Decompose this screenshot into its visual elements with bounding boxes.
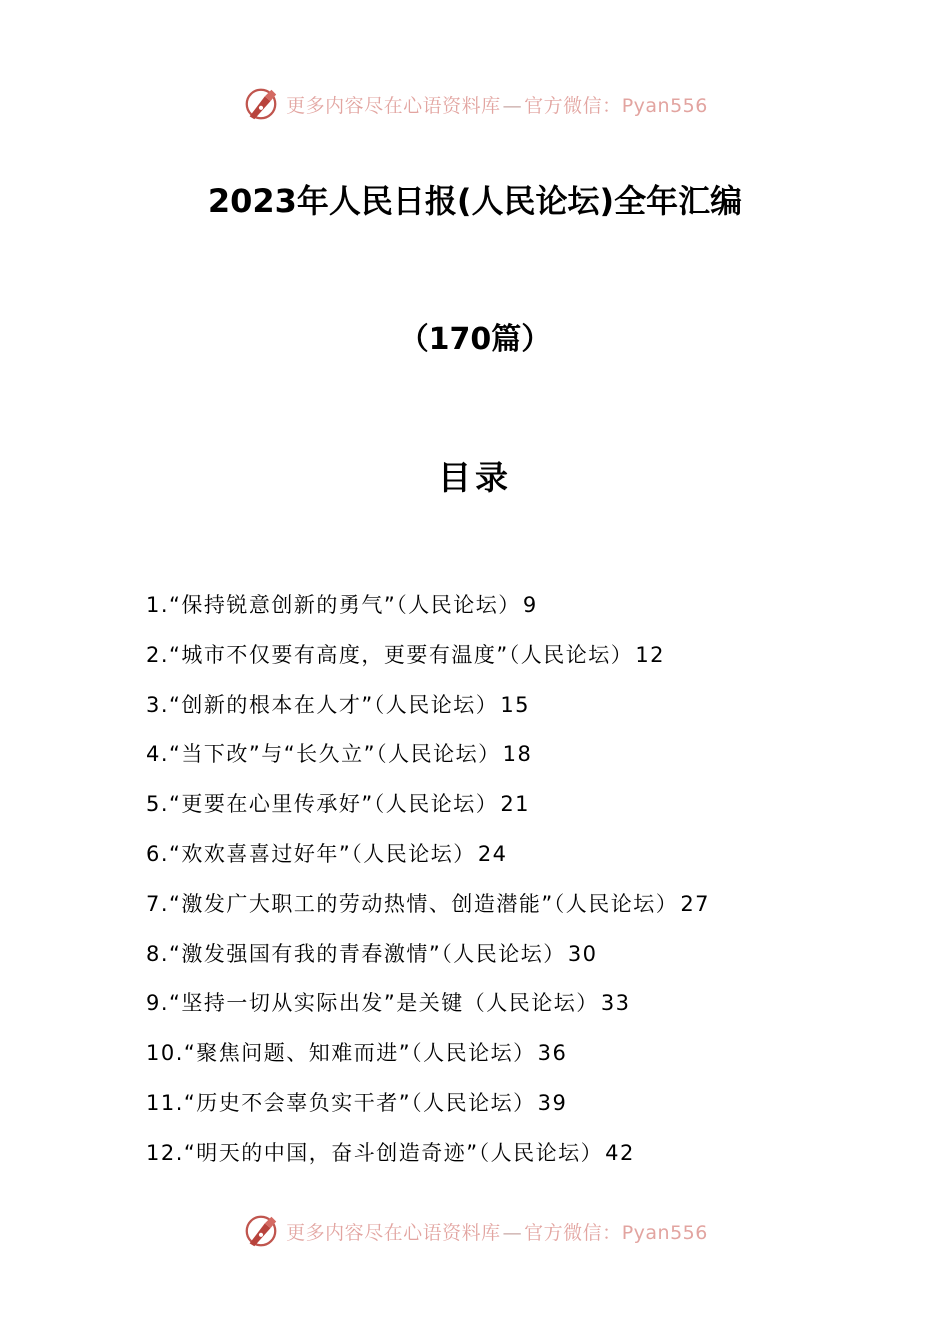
toc-item-title: “保持锐意创新的勇气”（人民论坛）: [169, 593, 521, 617]
toc-item-title: “明天的中国，奋斗创造奇迹”（人民论坛）: [183, 1140, 604, 1165]
toc-item[interactable]: [146, 887, 906, 937]
toc-item-number: 2.: [146, 642, 170, 667]
toc-item[interactable]: [146, 986, 906, 1036]
toc-item[interactable]: [146, 588, 906, 638]
toc-item-page: 9: [522, 593, 538, 617]
toc-item-number: 5.: [146, 792, 170, 817]
toc-item-page: 36: [537, 1041, 568, 1066]
toc-item[interactable]: [146, 937, 906, 987]
toc-item[interactable]: [146, 688, 906, 738]
banner-wechat-id: Pyan556: [621, 94, 708, 117]
toc-item-page: 21: [500, 792, 531, 817]
toc-item-number: 6.: [146, 841, 170, 866]
banner-separator: —: [502, 94, 523, 117]
toc-item[interactable]: [146, 1086, 906, 1136]
banner-brand: 更多内容尽在心语资料库: [286, 94, 501, 117]
toc-item-title: “欢欢喜喜过好年”（人民论坛）: [169, 841, 476, 866]
toc-item-number: 8.: [146, 941, 170, 966]
toc-item-number: 9.: [146, 991, 170, 1016]
toc-item-title: “激发广大职工的劳动热情、创造潜能”（人民论坛）: [169, 891, 679, 916]
toc-item-title: “历史不会辜负实干者”（人民论坛）: [183, 1090, 536, 1115]
toc-item-page: 30: [567, 941, 598, 966]
toc-item-title: “城市不仅要有高度，更要有温度”（人民论坛）: [169, 642, 634, 667]
toc-item[interactable]: [146, 1036, 906, 1086]
toc-item-number: 4.: [146, 742, 170, 767]
toc-item[interactable]: [146, 737, 906, 787]
toc-item-title: “聚焦问题、知难而进”（人民论坛）: [183, 1041, 536, 1066]
pen-nib-logo-icon: [242, 1212, 280, 1250]
toc-item-page: 27: [680, 891, 711, 916]
toc-item-number: 12.: [146, 1140, 184, 1165]
toc-item-title: “创新的根本在人才”（人民论坛）: [169, 692, 499, 717]
toc-item[interactable]: [146, 787, 906, 837]
toc-item-page: 12: [635, 642, 666, 667]
toc-item-number: 1.: [146, 593, 170, 617]
toc-item-number: 3.: [146, 692, 170, 717]
footer-banner: [0, 1209, 950, 1253]
banner-brand: 更多内容尽在心语资料库: [286, 1221, 501, 1244]
pen-nib-logo-icon: [242, 85, 280, 123]
toc-item[interactable]: [146, 1136, 906, 1186]
toc-item-number: 7.: [146, 891, 170, 916]
toc-item-number: 11.: [146, 1090, 184, 1115]
table-of-contents: [146, 588, 906, 1186]
document-subtitle: （170篇）: [398, 322, 552, 357]
toc-item-title: “更要在心里传承好”（人民论坛）: [169, 792, 499, 817]
banner-wechat-label: 官方微信：: [524, 94, 622, 117]
toc-item-title: “当下改”与“长久立”（人民论坛）: [169, 742, 501, 767]
toc-item-page: 39: [537, 1090, 568, 1115]
toc-item-page: 18: [502, 742, 533, 767]
header-banner: [0, 82, 950, 126]
toc-item-title: “激发强国有我的青春激情”（人民论坛）: [169, 941, 566, 966]
banner-wechat-label: 官方微信：: [524, 1221, 622, 1244]
toc-item-number: 10.: [146, 1041, 184, 1066]
toc-heading: 目录: [438, 458, 512, 497]
toc-item-page: 15: [500, 692, 531, 717]
banner-wechat-id: Pyan556: [621, 1221, 708, 1244]
document-title: 2023年人民日报(人民论坛)全年汇编: [207, 182, 743, 220]
toc-item[interactable]: [146, 837, 906, 887]
toc-item-page: 24: [477, 841, 508, 866]
toc-item[interactable]: [146, 638, 906, 688]
banner-separator: —: [502, 1221, 523, 1244]
toc-item-page: 42: [605, 1140, 635, 1165]
toc-item-title: “坚持一切从实际出发”是关键（人民论坛）: [169, 991, 599, 1016]
toc-item-page: 33: [600, 991, 631, 1016]
